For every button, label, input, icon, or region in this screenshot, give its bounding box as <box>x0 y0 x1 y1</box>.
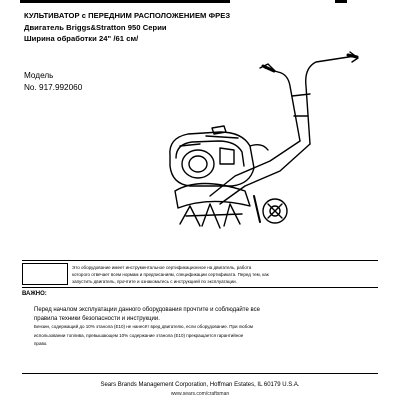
separator-footer <box>22 373 378 374</box>
epa-line-3: запустить двигатель, прочтите и ознакомьтесь с инструкцией по эксплуатации. <box>72 279 237 284</box>
document-header <box>24 10 230 45</box>
product-title: КУЛЬТИВАТОР с ПЕРЕДНИМ РАСПОЛОЖЕНИЕМ ФРЕЗ <box>24 11 231 20</box>
separator-top <box>22 260 378 261</box>
important-line-5: право. <box>34 341 48 346</box>
important-title: ВАЖНО: <box>22 291 47 297</box>
company-address: Sears Brands Management Corporation, Hoffman Estates, IL 60179 U.S.A. <box>100 382 300 388</box>
epa-logo-box <box>22 263 68 285</box>
company-website: www.sears.com/craftsman <box>170 391 230 397</box>
important-line-4: использовании топлива, превышающем 10% содержание этанола (E10) прекращается гарантийное <box>34 332 244 338</box>
important-line-1: Перед началом эксплуатации данного оборудования прочтите и соблюдайте все <box>34 307 260 313</box>
important-line-2: правила техники безопасности и инструкции. <box>34 315 160 322</box>
epa-line-1: Это оборудование имеет инструментальное сертификационное на двигатель, работа <box>72 265 252 270</box>
top-mark <box>335 0 347 3</box>
width-line: Ширина обработки 24" /61 см/ <box>24 34 139 43</box>
engine-line: Двигатель Briggs&Stratton 950 Серии <box>24 22 167 32</box>
top-rule <box>20 0 230 3</box>
model-label: Модель <box>24 71 54 80</box>
epa-line-2: которого отвечает всем нормам и предписаниям, спецификации сертификата. Перед тем, как <box>72 272 269 277</box>
model-block <box>24 70 82 94</box>
tiller-illustration <box>150 46 360 236</box>
separator-middle <box>22 287 378 288</box>
model-number: No. 917.992060 <box>24 83 83 92</box>
important-line-3: Бензин, содержащий до 10% этанола (E10) не нанесёт вред двигателю, если оборудование. При любом <box>34 324 253 329</box>
important-body <box>34 306 374 349</box>
epa-statement <box>72 264 372 285</box>
